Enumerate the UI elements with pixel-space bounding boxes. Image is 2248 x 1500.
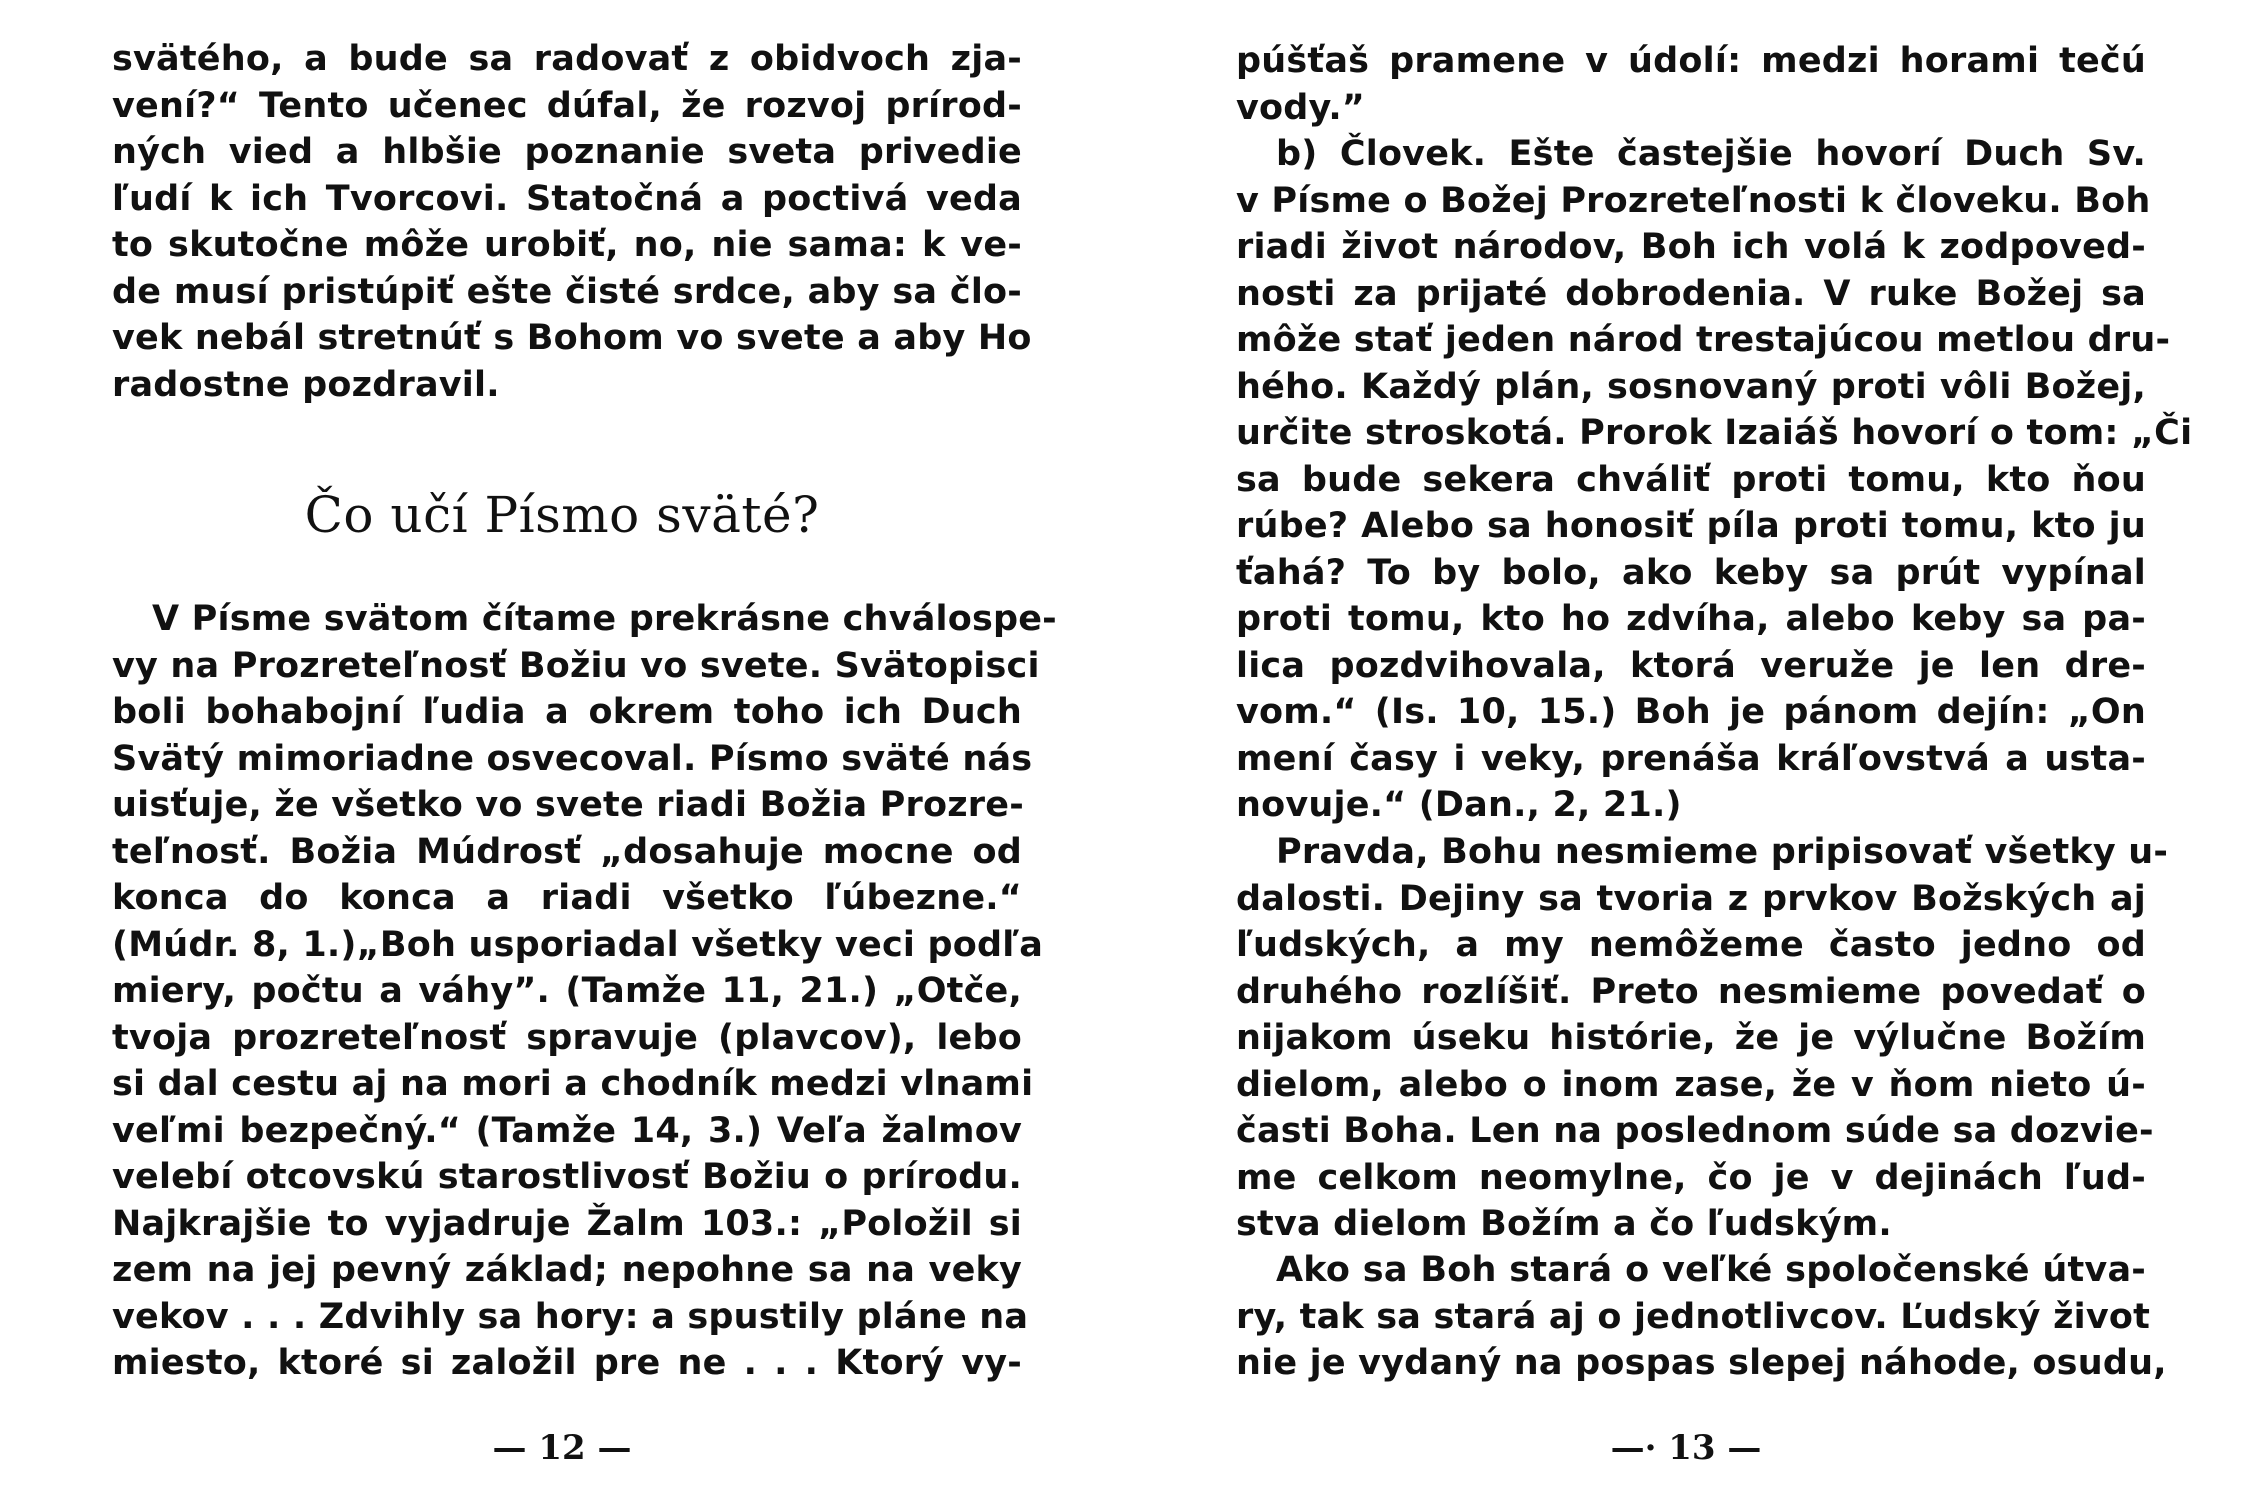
text-line: púšťaš pramene v údolí: medzi horami tečú — [1236, 41, 2146, 81]
text-line: nosti za prijaté dobrodenia. V ruke Božej sa — [1236, 273, 2146, 314]
text-line: (Múdr. 8, 1.)„Boh usporiadal všetky veci podľa — [112, 924, 1044, 965]
section-heading: Čo učí Písmo sväté? — [304, 486, 820, 544]
text-line: zem na jej pevný základ; nepohne sa na veky — [112, 1250, 1022, 1290]
text-line: veľmi bezpečný.“ (Tamže 14, 3.) Veľa žalmov — [112, 1110, 1022, 1151]
text-line: vekov . . . Zdvihly sa hory: a spustily pláne na — [112, 1296, 1029, 1337]
text-line: rúbe? Alebo sa honosiť píla proti tomu, kto ju — [1236, 506, 2146, 546]
text-line: vody.” — [1236, 87, 1366, 128]
text-run: Ešte častejšie hovorí Duch Sv. — [1508, 134, 2147, 174]
text-line: ťahá? To by bolo, ako keby sa prút vypínal — [1236, 552, 2146, 593]
text-line: hého. Každý plán, sosnovaný proti vôli Božej, — [1236, 366, 2146, 407]
section-label: b) Človek. — [1276, 134, 1487, 174]
text-line: radostne pozdravil. — [112, 364, 500, 405]
text-line: miery, počtu a váhy”. (Tamže 11, 21.) „Otče, — [112, 971, 1022, 1011]
text-line: teľnosť. Božia Múdrosť „dosahuje mocne od — [112, 831, 1022, 872]
text-line: boli bohabojní ľudia a okrem toho ich Duch — [112, 692, 1022, 732]
text-line: vení?“ Tento učenec dúfal, že rozvoj prírod- — [112, 85, 1022, 126]
text-line: vek nebál stretnúť s Bohom vo svete a aby Ho — [112, 318, 1032, 358]
text-line — [1236, 131, 2146, 178]
text-line: druhého rozlíšiť. Preto nesmieme povedať o — [1236, 971, 2146, 1012]
text-line: ľudských, a my nemôžeme často jedno od — [1236, 925, 2146, 965]
text-line: vom.“ (Is. 10, 15.) Boh je pánom dejín: „On — [1236, 692, 2146, 732]
page-number: —· 13 — — [1610, 1428, 1762, 1468]
text-line: konca do konca a riadi všetko ľúbezne.“ — [112, 878, 1022, 918]
text-line: sa bude sekera chváliť proti tomu, kto ňou — [1236, 459, 2146, 500]
text-line: Najkrajšie to vyjadruje Žalm 103.: „Položil si — [112, 1203, 1022, 1244]
page-number: — 12 — — [492, 1428, 632, 1468]
text-line: Ako sa Boh stará o veľké spoločenské útva- — [1276, 1250, 2146, 1290]
text-line: riadi život národov, Boh ich volá k zodpoved- — [1236, 227, 2146, 267]
text-line: miesto, ktoré si založil pre ne . . . Ktorý vy- — [112, 1343, 1022, 1383]
right-page — [1124, 0, 2248, 1500]
text-line: novuje.“ (Dan., 2, 21.) — [1236, 785, 1682, 825]
right-paragraph-2 — [1236, 131, 2193, 829]
text-line: dielom, alebo o inom zase, že v ňom nieto ú- — [1236, 1064, 2146, 1105]
text-line: proti tomu, kto ho zdvíha, alebo keby sa pa- — [1236, 599, 2146, 639]
text-line: nie je vydaný na pospas slepej náhode, osudu, — [1236, 1343, 2167, 1383]
text-line: nijakom úseku histórie, že je výlučne Božím — [1236, 1018, 2146, 1058]
text-line: ných vied a hlbšie poznanie sveta privedie — [112, 132, 1022, 172]
text-line: ry, tak sa stará aj o jednotlivcov. Ľudský život — [1236, 1296, 2151, 1337]
text-line: lica pozdvihovala, ktorá veruže je len dre- — [1236, 645, 2146, 686]
text-line: vy na Prozreteľnosť Božiu vo svete. Svätopisci — [112, 645, 1040, 686]
text-line: to skutočne môže urobiť, no, nie sama: k ve- — [112, 225, 1022, 265]
text-line: Svätý mimoriadne osvecoval. Písmo sväté nás — [112, 738, 1033, 779]
right-paragraph-4 — [1236, 1247, 2167, 1387]
text-line: ľudí k ich Tvorcovi. Statočná a poctivá veda — [112, 178, 1022, 219]
text-line: V Písme svätom čítame prekrásne chválospe- — [152, 599, 1057, 639]
text-line: Pravda, Bohu nesmieme pripisovať všetky u- — [1276, 832, 2169, 872]
text-line: určite stroskotá. Prorok Izaiáš hovorí o tom: „Či — [1236, 413, 2193, 453]
text-line: velebí otcovskú starostlivosť Božiu o prírodu. — [112, 1157, 1022, 1197]
text-line: tvoja prozreteľnosť spravuje (plavcov), lebo — [112, 1017, 1022, 1058]
text-line: časti Boha. Len na poslednom súde sa dozvie- — [1236, 1111, 2154, 1151]
text-line: môže stať jeden národ trestajúcou metlou dru- — [1236, 320, 2171, 360]
text-line: si dal cestu aj na mori a chodník medzi vlnami — [112, 1064, 1034, 1104]
left-paragraph-1 — [112, 36, 1032, 408]
text-line: stva dielom Božím a čo ľudským. — [1236, 1204, 1892, 1244]
text-line: dalosti. Dejiny sa tvoria z prvkov Božských aj — [1236, 878, 2146, 919]
text-line: v Písme o Božej Prozreteľnosti k človeku. Boh — [1236, 180, 2151, 221]
right-paragraph-1 — [1236, 38, 2146, 131]
text-line: me celkom neomylne, čo je v dejinách ľud- — [1236, 1157, 2146, 1198]
text-line: mení časy i veky, prenáša kráľovstvá a usta- — [1236, 738, 2146, 779]
text-line: svätého, a bude sa radovať z obidvoch zja- — [112, 39, 1022, 79]
left-paragraph-2 — [112, 596, 1057, 1387]
right-paragraph-3 — [1236, 829, 2169, 1248]
text-line: uisťuje, že všetko vo svete riadi Božia Prozre- — [112, 785, 1024, 825]
text-line: de musí pristúpiť ešte čisté srdce, aby sa člo- — [112, 271, 1022, 312]
